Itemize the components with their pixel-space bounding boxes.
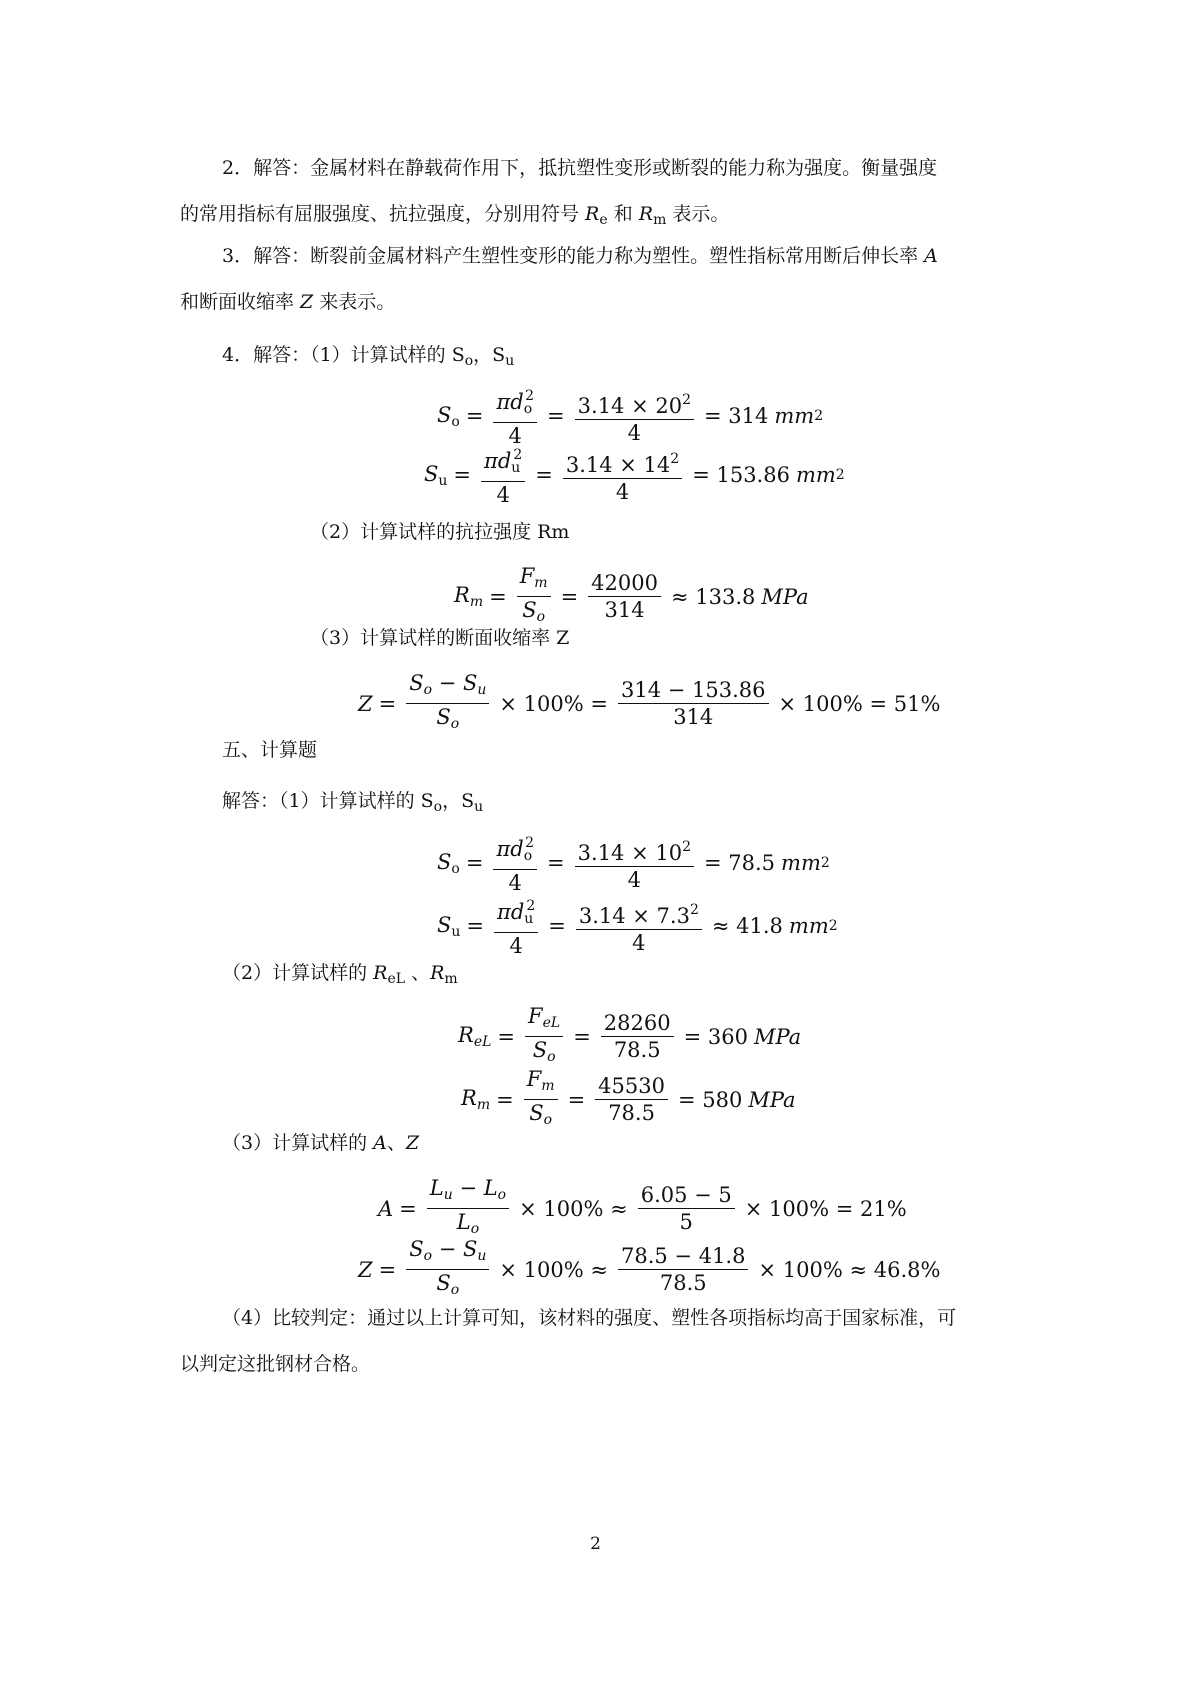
section-5-step4	[180, 1295, 1010, 1387]
equation-rm-1: $R_m$ = $\frac{F_m}{S_o}$ = $\frac{42000}{314}$ ≈ 133.8 MPa	[454, 564, 809, 625]
equation-so-1: $S_o$ = $\frac{\pi d_o^2}{4}$ = $\frac{3.14 \times 20^2}{4}$ = 314 mm 2	[437, 383, 823, 449]
answer-3	[180, 233, 1010, 325]
equation-rm-2: $R_m$ = $\frac{F_m}{S_o}$ = $\frac{45530}{78.5}$ = 580 MPa	[461, 1067, 796, 1128]
answer-2-line1: 2．解答：金属材料在静载荷作用下，抵抗塑性变形或断裂的能力称为强度。衡量强度	[222, 157, 938, 179]
section-5-step3: （3）计算试样的 A、Z	[222, 1132, 420, 1154]
answer-2-line2: 的常用指标有屈服强度、抗拉强度，分别用符号 $R_e$ 和 $R_m$ 表示。	[180, 203, 730, 228]
section-5-step1: 解答：（1）计算试样的 $S_o$，$S_u$	[222, 790, 484, 815]
answer-4-step1: 4．解答：（1）计算试样的 $S_o$，$S_u$	[222, 344, 515, 369]
answer-4-step3: （3）计算试样的断面收缩率 Z	[310, 627, 570, 649]
page-number: 2	[590, 1534, 601, 1554]
section-5-step4-line2: 以判定这批钢材合格。	[180, 1353, 371, 1375]
answer-4-step2: （2）计算试样的抗拉强度 Rm	[310, 521, 570, 543]
answer-2	[180, 145, 1010, 243]
section-5-title: 五、计算题	[222, 739, 318, 761]
equation-rel: $R_{eL}$ = $\frac{F_{eL}}{S_o}$ = $\frac{28260}{78.5}$ = 360 MPa	[458, 1004, 802, 1065]
equation-z-1: Z = $\frac{S_o - S_u}{S_o}$ × 100% = $\frac{314 - 153.86}{314}$ × 100% = 51%	[358, 671, 941, 732]
equation-so-2: $S_o$ = $\frac{\pi d_o^2}{4}$ = $\frac{3.14 \times 10^2}{4}$ = 78.5 mm 2	[437, 830, 830, 896]
equation-su-1: $S_u$ = $\frac{\pi d_u^2}{4}$ = $\frac{3.14 \times 14^2}{4}$ = 153.86 mm 2	[424, 442, 845, 508]
answer-3-line1: 3．解答：断裂前金属材料产生塑性变形的能力称为塑性。塑性指标常用断后伸长率 A	[222, 245, 938, 267]
equation-a: A = $\frac{L_u - L_o}{L_o}$ × 100% ≈ $\frac{6.05 - 5}{5}$ × 100% = 21%	[378, 1176, 907, 1237]
section-5-step2: （2）计算试样的 $R_{eL}$ 、$R_m$	[222, 962, 458, 987]
section-5-step4-line1: （4）比较判定：通过以上计算可知，该材料的强度、塑性各项指标均高于国家标准，可	[222, 1307, 957, 1329]
answer-3-line2: 和断面收缩率 Z 来表示。	[180, 291, 396, 313]
equation-z-2: Z = $\frac{S_o - S_u}{S_o}$ × 100% ≈ $\frac{78.5 - 41.8}{78.5}$ × 100% ≈ 46.8%	[358, 1237, 941, 1298]
equation-su-2: $S_u$ = $\frac{\pi d_u^2}{4}$ = $\frac{3.14 \times 7.3^2}{4}$ ≈ 41.8 mm 2	[437, 893, 838, 959]
